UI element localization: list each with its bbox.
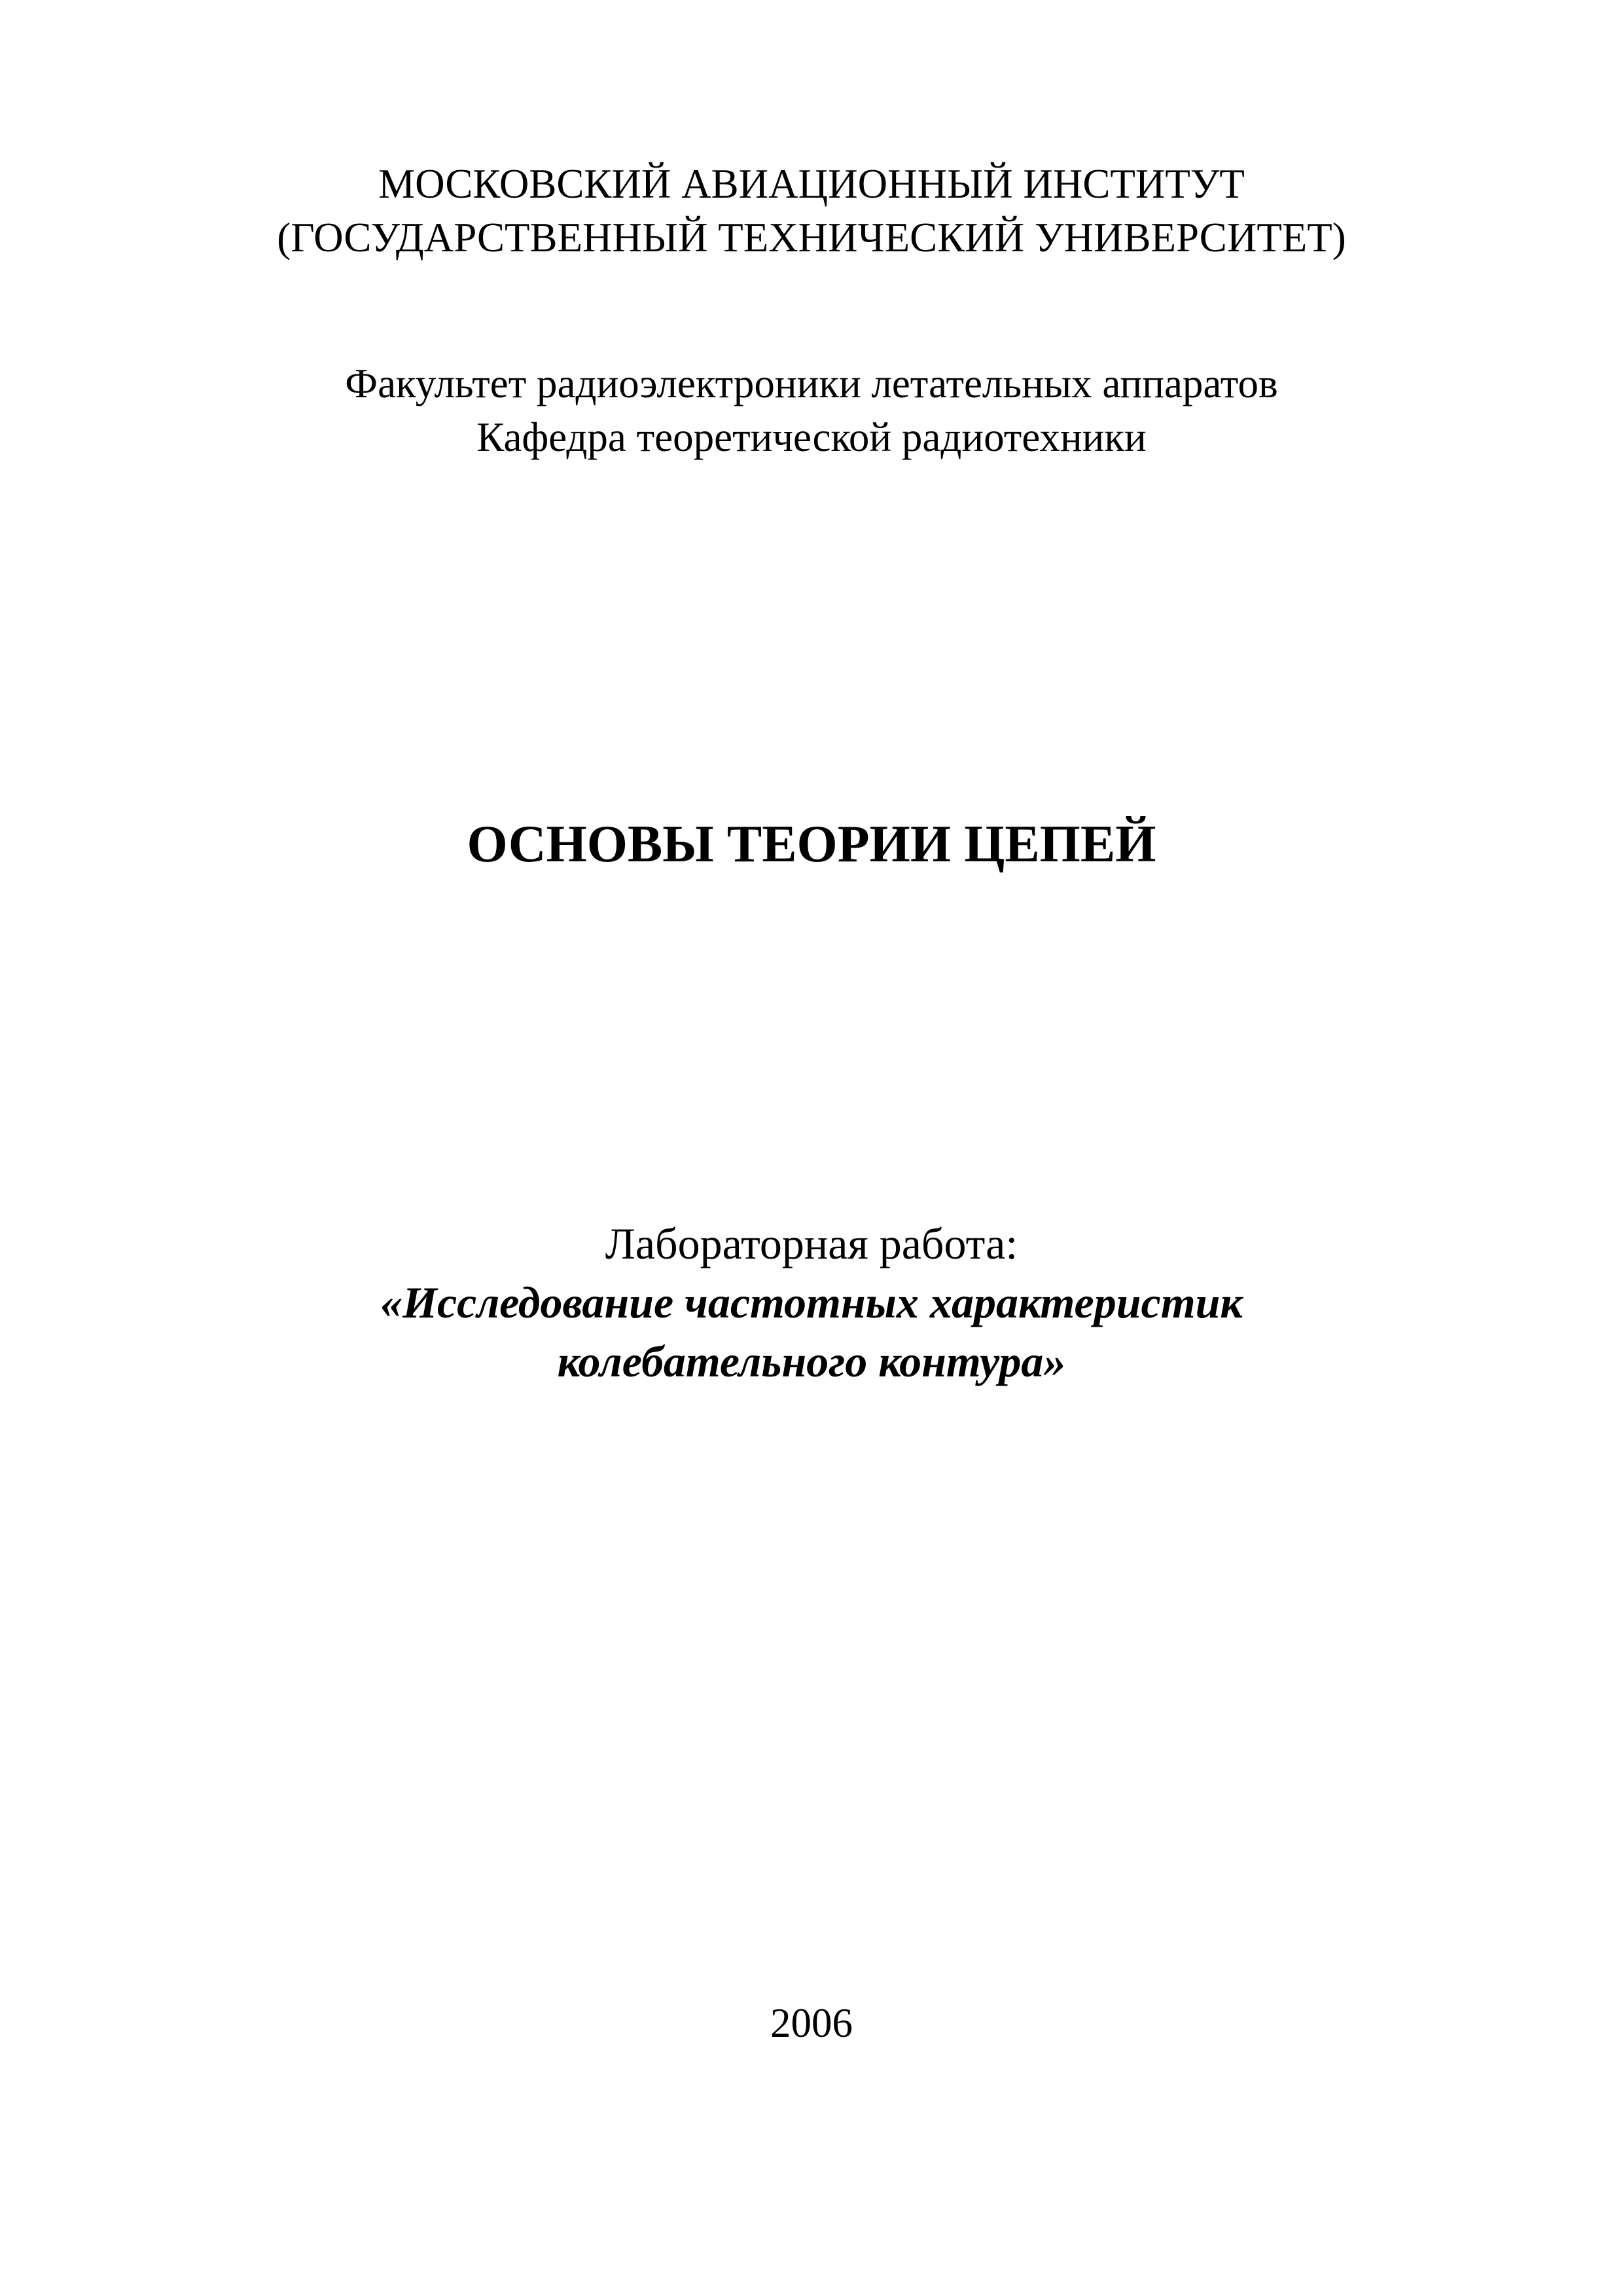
lab-work-label: Лабораторная работа: xyxy=(605,1219,1018,1268)
lab-work-block xyxy=(0,1214,1623,1391)
department-header xyxy=(0,357,1623,464)
institute-status: (ГОСУДАРСТВЕННЫЙ ТЕХНИЧЕСКИЙ УНИВЕРСИТЕТ) xyxy=(277,215,1346,260)
publication-year: 2006 xyxy=(770,2000,853,2046)
institute-header xyxy=(0,157,1623,264)
institute-name: МОСКОВСКИЙ АВИАЦИОННЫЙ ИНСТИТУТ xyxy=(378,161,1245,207)
faculty-name: Факультет радиоэлектроники летательных аппаратов xyxy=(345,361,1278,406)
document-title: ОСНОВЫ ТЕОРИИ ЦЕПЕЙ xyxy=(467,816,1156,873)
lab-topic-line-2: колебательного контура» xyxy=(557,1336,1066,1386)
lab-topic-line-1: «Исследование частотных характеристик xyxy=(380,1278,1243,1327)
chair-name: Кафедра теоретической радиотехники xyxy=(476,414,1147,460)
